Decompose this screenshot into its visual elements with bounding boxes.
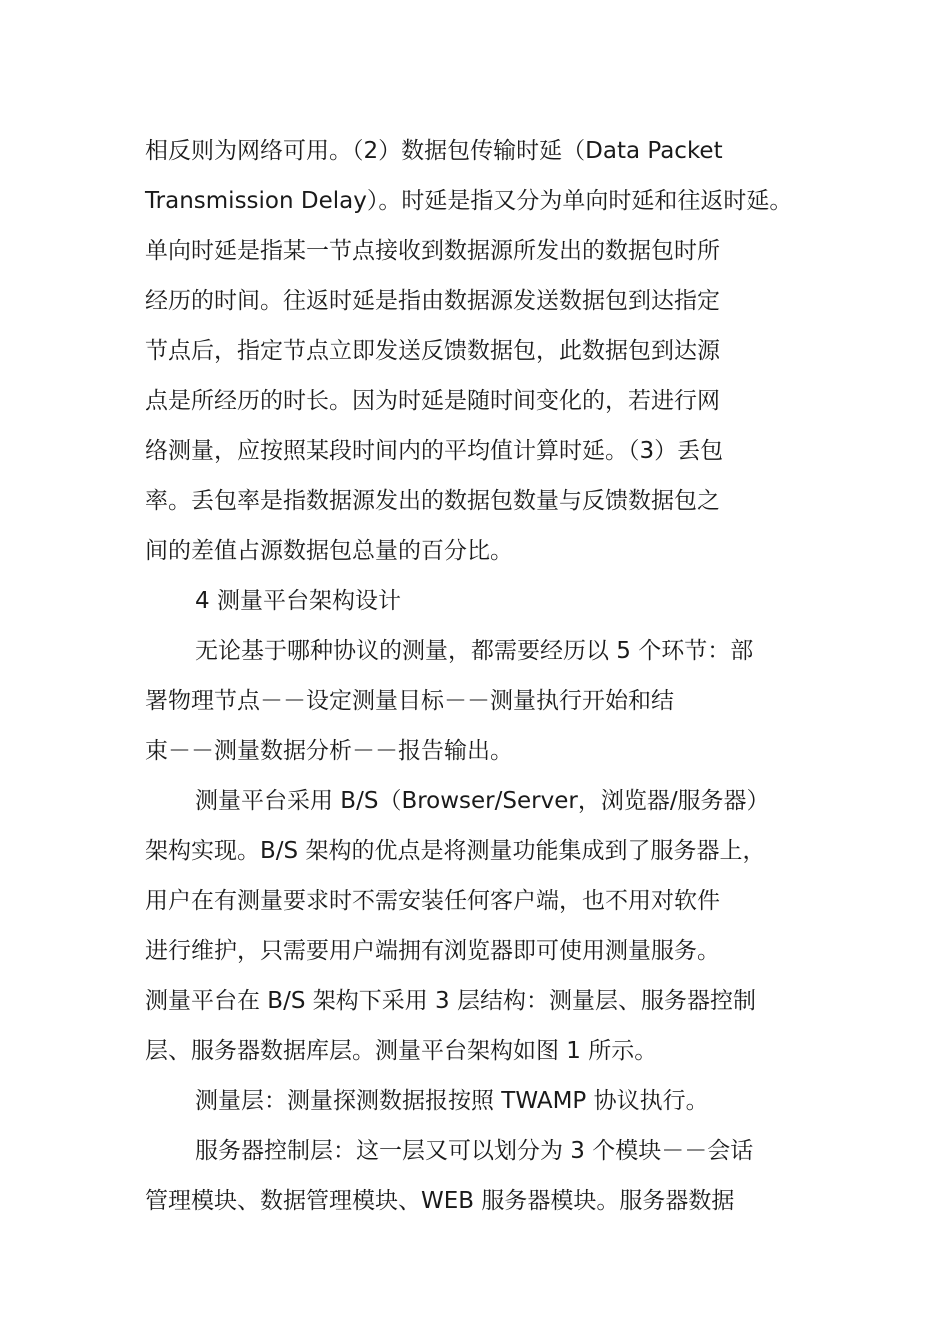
text-line: 用户在有测量要求时不需安装任何客户端，也不用对软件 bbox=[145, 888, 720, 914]
text-line: 络测量，应按照某段时间内的平均值计算时延。（3）丢包 bbox=[145, 438, 724, 464]
text-line: 测量平台采用 B/S（Browser/Server，浏览器/服务器） bbox=[195, 788, 770, 814]
text-line: 束－－测量数据分析－－报告输出。 bbox=[145, 738, 513, 764]
text-line: 相反则为网络可用。（2）数据包传输时延（Data Packet bbox=[145, 138, 723, 164]
text-line: 经历的时间。往返时延是指由数据源发送数据包到达指定 bbox=[145, 288, 720, 314]
text-line: 率。丢包率是指数据源发出的数据包数量与反馈数据包之 bbox=[145, 488, 720, 514]
text-line: 点是所经历的时长。因为时延是随时间变化的，若进行网 bbox=[145, 388, 720, 414]
text-line: 进行维护，只需要用户端拥有浏览器即可使用测量服务。 bbox=[145, 938, 720, 964]
text-line: 层、服务器数据库层。测量平台架构如图 1 所示。 bbox=[145, 1038, 658, 1064]
text-line: 署物理节点－－设定测量目标－－测量执行开始和结 bbox=[145, 688, 674, 714]
text-line: 节点后，指定节点立即发送反馈数据包，此数据包到达源 bbox=[145, 338, 720, 364]
text-line: 管理模块、数据管理模块、WEB 服务器模块。服务器数据 bbox=[145, 1188, 735, 1214]
text-line: 单向时延是指某一节点接收到数据源所发出的数据包时所 bbox=[145, 238, 720, 264]
text-line: 架构实现。B/S 架构的优点是将测量功能集成到了服务器上， bbox=[145, 838, 766, 864]
text-line: 测量层：测量探测数据报按照 TWAMP 协议执行。 bbox=[195, 1088, 709, 1114]
text-line: 服务器控制层：这一层又可以划分为 3 个模块－－会话 bbox=[195, 1138, 754, 1164]
text-line: 测量平台在 B/S 架构下采用 3 层结构：测量层、服务器控制 bbox=[145, 988, 757, 1014]
section-heading: 4 测量平台架构设计 bbox=[195, 588, 401, 614]
body-text bbox=[145, 126, 825, 1226]
text-line: Transmission Delay）。时延是指又分为单向时延和往返时延。 bbox=[145, 188, 793, 214]
text-line: 无论基于哪种协议的测量，都需要经历以 5 个环节：部 bbox=[195, 638, 754, 664]
text-line: 间的差值占源数据包总量的百分比。 bbox=[145, 538, 513, 564]
